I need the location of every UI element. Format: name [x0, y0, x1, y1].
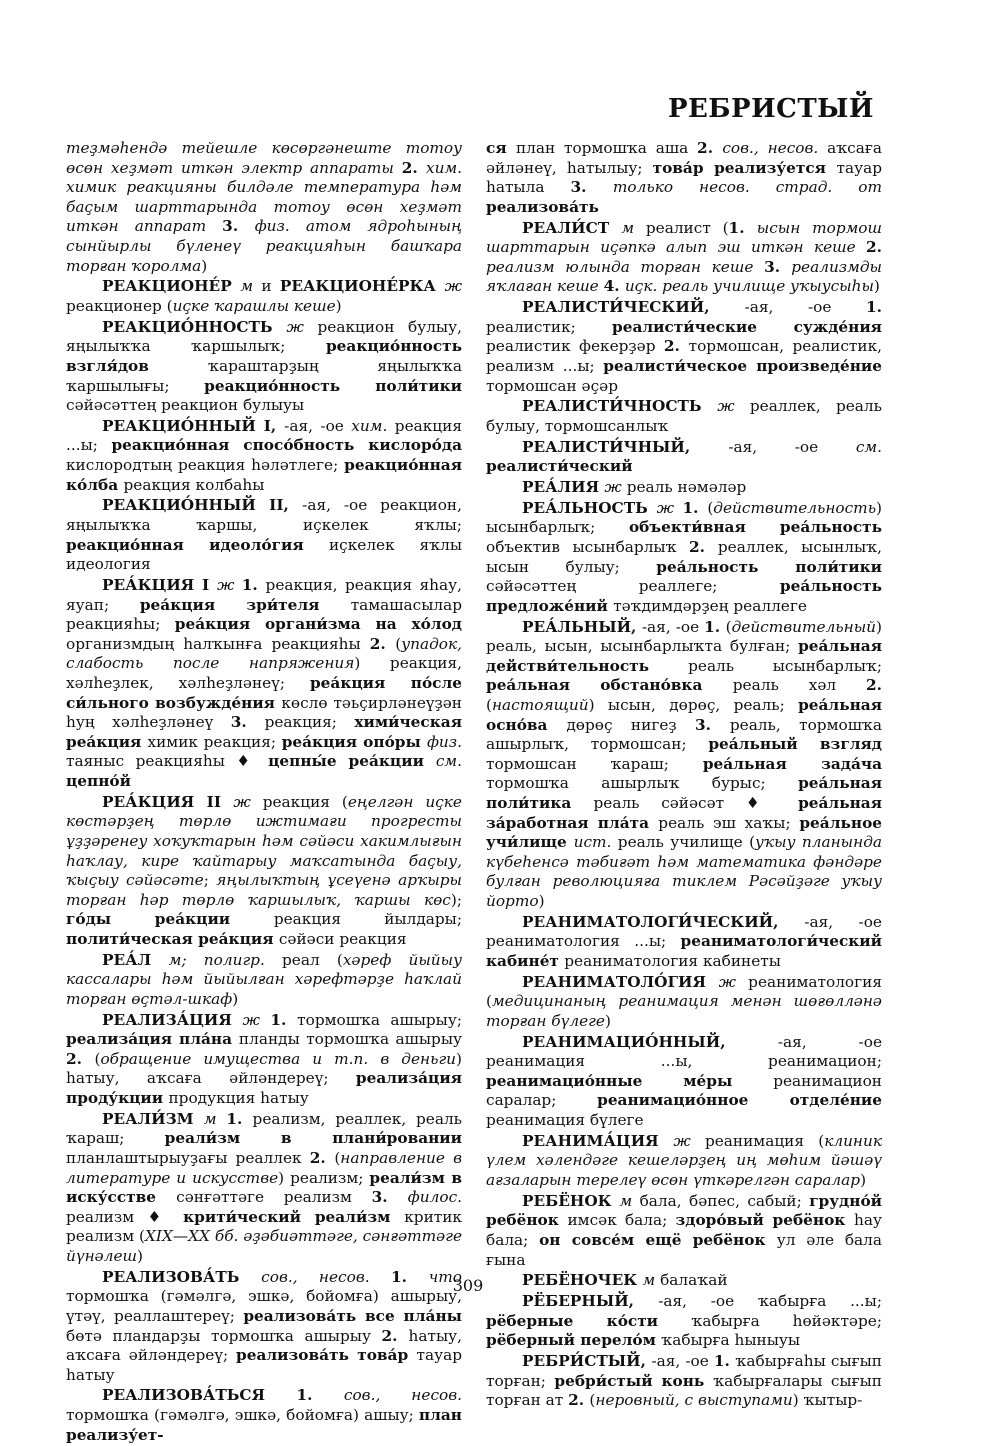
gloss-text: ) [137, 1246, 143, 1265]
headword-text: реалисти́ческий [486, 457, 633, 476]
gloss-text: -ая, -ое [728, 437, 856, 456]
headword-text: РЕБРИ́СТЫЙ, [522, 1352, 652, 1371]
gloss-text: ҡабырғаһы сығып торған; [486, 1352, 882, 1390]
gloss-text: ) [873, 277, 880, 296]
dictionary-entry [486, 499, 882, 617]
gloss-text: -ая, -ое [284, 416, 352, 435]
label-text: только несов. страд. от [612, 178, 883, 197]
gloss-text: ) һатыу, аҡсаға әйләндереү; [66, 1049, 462, 1088]
label-text: еңелгән иҫке көстәрҙең төрлө ижтимағи прогресты ұҙҙәренеу хоҡуҡтарын һәм сәйәси хакимлығын һаҡлау, кире ҡайтарыу маҡсатында баҫыу, ҡыҫыу сәйәсәте [66, 792, 462, 890]
gloss-text: реаль сәйәсәт ♦ [593, 793, 799, 812]
gloss-text: реакцион булыу, яңылыҡҡа ҡаршылыҡ; [66, 317, 462, 356]
headword-text: РЕА́ЛЬНОСТЬ [522, 498, 657, 517]
label-text: яңылыҡтың ұсеүенә арҡыры торған һәр төрлө ҡаршылыҡ, ҡаршы көс [66, 871, 462, 909]
headword-text: реализова́ть това́р [236, 1346, 417, 1365]
headword-text: 3. [570, 178, 613, 197]
label-text: направление в литературе и искусстве [66, 1148, 462, 1187]
headword-text: РЕА́КЦИЯ I [102, 576, 218, 594]
headword-text: грудно́й ребёнок [486, 1191, 882, 1230]
gloss-text: ҡабырға һөйәктәре; [691, 1311, 882, 1330]
gloss-text: аҡсаға әйләнеү, һатылыу; [486, 139, 882, 177]
label-text: ж [717, 397, 750, 416]
label-text: упадок, слабость после напряжения [66, 634, 462, 673]
gloss-text: ул әле бала ғына [486, 1230, 882, 1269]
gloss-text: ) [232, 989, 239, 1008]
entry-continuation [486, 139, 882, 217]
label-text: клиник үлем хәлендәге кешеләрҙең иң мөһим йәшәү ағзаларын терелеү өсөн үткәрелгән саралар [486, 1131, 882, 1189]
gloss-text: таяныс реакцияһы ♦ [66, 752, 269, 771]
label-text: XIX—XX бб. әҙәбиәттәге, сәнғәттәге йүнәлеш [66, 1227, 462, 1265]
headword-text: РЕАЛИ́ЗМ [102, 1109, 204, 1128]
headword-text: 1. [728, 218, 757, 237]
headword-text: реа́льность поли́тики [656, 557, 883, 576]
gloss-text: реанимация бүлеге [486, 1110, 644, 1129]
headword-text: РЕАНИМА́ЦИЯ [522, 1131, 674, 1150]
entry-continuation [66, 139, 462, 276]
gloss-text: сәнғәттәге реализм [176, 1188, 372, 1207]
gloss-text: дөрөҫ нигеҙ [566, 715, 695, 734]
headword-text: 2. [663, 337, 689, 356]
headword-text: 3. [230, 713, 265, 732]
label-text: ж [233, 792, 263, 811]
gloss-text: сәйәси реакция [278, 929, 407, 948]
dictionary-entry [486, 1292, 882, 1351]
gloss-text: тормошсан, реалистик, реализм ...ы; [486, 337, 883, 375]
headword-text: РЕАКЦИО́ННЫЙ I, [102, 416, 285, 435]
gloss-text: ) ысынбарлыҡ; [486, 498, 882, 537]
label-text: реализм юлында торған кеше [486, 257, 765, 276]
headword-text: реанимацио́нное отделе́ние [597, 1091, 882, 1110]
headword-text: 3. [371, 1188, 408, 1207]
label-text: м [240, 277, 262, 296]
gloss-text: реакция йылдары; [273, 910, 462, 929]
headword-text: реализа́ция проду́кции [66, 1069, 462, 1107]
label-text: сов., несов. [261, 1267, 391, 1286]
headword-text: 2. [866, 676, 882, 695]
headword-text: реа́льная за́работная пла́та [486, 793, 883, 832]
gloss-text: реаль эш хаҡы; [658, 813, 800, 832]
headword-text: реа́льный взгляд [708, 735, 882, 754]
gloss-text: реакция колбаһы [123, 475, 265, 494]
headword-text: РЕА́ЛИЯ [522, 478, 605, 497]
headword-text: 2. [568, 1391, 590, 1410]
headword-text: РЕАЛИСТИ́ЧНЫЙ, [522, 437, 729, 456]
headword-text: 2. [381, 1326, 409, 1345]
label-text: ж [656, 498, 683, 517]
headword-text: РЕБЁНОК [522, 1191, 620, 1210]
headword-text: РЕАКЦИО́ННЫЙ II, [102, 496, 303, 515]
gloss-text: химик реакция; [147, 732, 282, 751]
label-text: теҙмәһендә тейешле көсөргәнеште тотоу өсөн хеҙмәт иткән электр аппараты [66, 139, 462, 177]
gloss-text: тормошҡа (гәмәлгә, эшкә, бойомға) ашырыу, үтәү, реаллаштереү; [66, 1287, 462, 1325]
dictionary-entry [486, 913, 882, 972]
headword-text: реалисти́ческие сужде́ния [612, 317, 882, 336]
gloss-text: ) реаль, ысын, ысынбарлыҡта булған; [486, 617, 882, 656]
label-text: ысын тормош шарттарын иҫәпкә алып эш иткән кеше [486, 218, 882, 257]
dictionary-entry [486, 618, 882, 912]
label-text: действительный [731, 617, 877, 636]
gloss-text: көслө тәьҫирләнеүҙән һуң хәлһеҙләнеү [66, 693, 462, 732]
dictionary-entry [486, 219, 882, 297]
gloss-text: реалистик; [486, 317, 613, 336]
headword-text: РЕА́КЦИЯ II [102, 792, 234, 811]
label-text: ж [718, 972, 749, 991]
headword-text: РЕА́Л [102, 950, 169, 969]
gloss-text: реаллек, ысынлыҡ, ысын булыу; [486, 538, 882, 576]
headword-text: реализова́ть все пла́ны [243, 1306, 462, 1325]
dictionary-entry [66, 277, 462, 316]
gloss-text: реаль хәл [732, 676, 866, 695]
headword-text: РЕАНИМАТОЛО́ГИЯ [522, 972, 719, 991]
headword-text: 1. [270, 1010, 298, 1029]
gloss-text: -ая, -ое [641, 617, 705, 636]
dictionary-entry [66, 318, 462, 416]
headword-text: он совсе́м ещё ребёнок [539, 1230, 777, 1249]
label-text: уҡыу планында күбеһенсә тәбиғәт һәм математика фәндәре булған революцияға тиклем Рәсәйҙәге уҡыу йорто [486, 833, 883, 910]
gloss-text: планды тормошҡа ашырыу [238, 1030, 462, 1049]
headword-text: това́р реализу́ется [652, 158, 837, 177]
dictionary-entry [486, 298, 882, 396]
gloss-text: ) реализм; [278, 1168, 370, 1187]
gloss-text: ; [203, 871, 217, 890]
label-text: м [642, 1271, 661, 1290]
headword-text: го́ды реа́кции [66, 910, 274, 929]
label-text: м [621, 218, 646, 237]
headword-text: 1. [241, 576, 266, 594]
gloss-text: тормошҡа ашырыу; [297, 1010, 462, 1029]
headword-text: РЕАЛИСТИ́ЧНОСТЬ [522, 397, 718, 416]
gloss-text: иҫкелек яҡлы идеология [66, 535, 462, 574]
gloss-text: реал ( [282, 950, 343, 969]
headword-text: РЕАКЦИО́ННОСТЬ [102, 317, 287, 336]
headword-text: 1. [704, 617, 726, 636]
headword-text: реакцио́нная спосо́бность кислоро́да [111, 436, 462, 455]
label-text: ж [604, 478, 627, 497]
label-text: хәреф йыйыу кассалары һәм йыйылған хәрефтәрҙе һаҡлай торған өҫтәл-шкаф [66, 950, 462, 1008]
headword-text: 1. [390, 1267, 429, 1286]
gloss-text: реаль, тормошҡа ашырлыҡ, тормошсан; [486, 715, 882, 754]
headword-text: реакцио́нная ко́лба [66, 456, 462, 494]
gloss-text: реалист ( [645, 218, 729, 237]
left-column [66, 139, 462, 1446]
gloss-text: ( [589, 1391, 596, 1410]
headword-text: 2. [688, 538, 718, 556]
gloss-text: реаниматология кабинеты [564, 951, 781, 970]
dictionary-entry [486, 397, 882, 436]
dictionary-entry [66, 1386, 462, 1445]
headword-text: полити́ческая реа́кция [66, 929, 279, 948]
headword-text: цепны́е реа́кции [268, 752, 436, 771]
dictionary-entry [486, 973, 882, 1032]
dictionary-entry [486, 478, 882, 498]
headword-text: крити́ческий реали́зм [183, 1207, 405, 1226]
label-text: настоящий [491, 695, 589, 714]
headword-text: реа́льная зада́ча [702, 754, 882, 773]
gloss-text: тамашасылар реакцияһы; [66, 595, 463, 634]
gloss-text: сәйәсәттең реаллеге; [486, 577, 780, 596]
label-text: ж [444, 277, 462, 296]
headword-text: реа́льная действи́тельность [486, 637, 882, 675]
gloss-text: реакция ...ы; [66, 416, 462, 455]
gloss-text: имсәк бала; [567, 1211, 676, 1230]
gloss-text: -ая, -ое реакцион, яңылыҡҡа ҡаршы, иҫкелек яҡлы; [66, 496, 462, 535]
label-text: м [619, 1191, 640, 1210]
headword-text: здоро́вый ребёнок [675, 1211, 855, 1230]
headword-text: реа́льное учи́лище [486, 813, 882, 852]
gloss-text: -ая, -ое реаниматология ...ы; [486, 912, 882, 951]
label-text: ж [673, 1131, 705, 1150]
headword-text: 2. [401, 158, 426, 177]
gloss-text: критик реализм ( [66, 1207, 462, 1246]
gloss-text: тауар һатыла [486, 158, 883, 197]
headword-text: реали́зм в плани́ровании [164, 1129, 462, 1148]
label-text: м; полигр. [168, 950, 282, 969]
gloss-text: -ая, -ое [651, 1352, 714, 1371]
gloss-text: продукция һатыу [168, 1089, 309, 1107]
gloss-text: тормошсан ҡараш; [486, 754, 703, 773]
label-text: см. [435, 752, 462, 771]
headword-text: ся [486, 139, 516, 157]
headword-text: ребри́стый конь [554, 1371, 714, 1390]
headword-text: РЕАКЦИОНЕ́Р [102, 277, 241, 296]
gloss-text: ); [450, 890, 462, 909]
headword-text: 1. [226, 1109, 253, 1128]
gloss-text: ҡабырға һыныуы [661, 1331, 801, 1350]
label-text: хим. [351, 416, 395, 435]
headword-text: 1. [682, 498, 708, 517]
headword-text: 3. [222, 217, 255, 236]
headword-text: реанимацио́нные ме́ры [486, 1071, 774, 1090]
gloss-text: тәҡдимдәрҙең реаллеге [613, 596, 807, 615]
label-text: филос. [407, 1188, 463, 1207]
headword-text: 3. [764, 257, 792, 276]
gloss-text: объектив ысынбарлыҡ [486, 538, 689, 556]
label-text: что [428, 1267, 462, 1286]
headword-text: РЕАНИМАЦИО́ННЫЙ, [522, 1032, 778, 1051]
headword-text: 3. [695, 715, 730, 734]
gloss-text: реаниматология ( [486, 972, 882, 1011]
running-head: РЕБРИСТЫЙ [667, 94, 874, 124]
right-column [486, 139, 882, 1412]
headword-text: хими́ческая реа́кция [66, 713, 462, 751]
headword-text: рёберный перело́м [486, 1331, 662, 1350]
headword-text: 2. [369, 634, 396, 653]
gloss-text: ) [201, 256, 208, 275]
gloss-text: реаль нәмәләр [626, 478, 747, 497]
headword-text: реакцио́нность поли́тики [204, 376, 462, 395]
headword-text: РЕБЁНОЧЕК [522, 1271, 643, 1290]
gloss-text: реанимацион саралар; [486, 1071, 882, 1110]
headword-text: реа́кция опо́ры [281, 732, 427, 751]
label-text: обращение имущества и т.п. в деньги [100, 1049, 457, 1068]
page-number: 309 [452, 1276, 484, 1295]
label-text: реализмды яҡлаған кеше [486, 257, 882, 296]
gloss-text: тормошҡа (гәмәлгә, эшкә, бойомға) ашыу; [66, 1406, 419, 1425]
headword-text: реакцио́нность взгля́дов [66, 337, 462, 375]
headword-text: 2. [66, 1049, 95, 1068]
headword-text: РЁБЕРНЫЙ, [522, 1292, 659, 1311]
dictionary-entry [66, 1110, 462, 1267]
gloss-text: тормошҡа ашырлыҡ бурыс; [486, 774, 799, 793]
headword-text: 1. [713, 1352, 736, 1371]
gloss-text: реакция; [264, 713, 355, 732]
label-text: действительность [713, 498, 877, 517]
gloss-text: бала, бәпес, сабый; [639, 1191, 810, 1210]
gloss-text: реализм, реаллек, реаль ҡараш; [66, 1109, 463, 1148]
headword-text: реализа́ция пла́на [66, 1030, 239, 1049]
label-text: ж [286, 317, 318, 336]
headword-text: РЕАЛИСТИ́ЧЕСКИЙ, [522, 298, 745, 317]
label-text: физ. атом ядроһының сынйырлы бүленеү реакцияһын башҡара торған ҡоролма [66, 217, 462, 275]
label-text: физ. [426, 732, 462, 751]
headword-text: 2. [309, 1148, 335, 1167]
gloss-text: ) [335, 296, 342, 315]
label-text: медицинаның реанимация менән шөғөлләнә торған бүлеге [486, 992, 882, 1030]
dictionary-entry [486, 1033, 882, 1131]
headword-text: реа́кция органи́зма на хо́лод [174, 615, 462, 634]
gloss-text: ( [334, 1148, 341, 1167]
headword-text: 1. [866, 298, 882, 317]
headword-text: реа́льная обстано́вка [486, 676, 733, 695]
gloss-text: ҡараштарҙың яңылыҡҡа ҡаршылығы; [66, 356, 462, 395]
label-text: иҫке ҡарашлы кеше [172, 296, 336, 315]
dictionary-entry [486, 1352, 882, 1411]
gloss-text: ) [604, 1011, 611, 1030]
gloss-text: сәйәсәттең реакцион булыуы [66, 396, 305, 415]
gloss-text: ) [538, 891, 545, 910]
gloss-text: и [261, 277, 280, 296]
headword-text: реа́кция по́сле си́льного возбужде́ния [66, 673, 462, 712]
label-text: хим. химик реакцияны билдәле температура һәм баҫым шарттарында тотоу өсөн хеҙмәт иткән аппарат [66, 158, 462, 236]
gloss-text: план тормошҡа аша [515, 139, 698, 157]
gloss-text: ( [725, 617, 732, 636]
gloss-text: -ая, -ое реанимация ...ы, реанимацион; [486, 1032, 882, 1071]
headword-text: РЕАЛИЗА́ЦИЯ [102, 1010, 243, 1029]
gloss-text: организмдың һалҡынға реакцияһы [66, 634, 370, 653]
headword-text: 4. [603, 277, 625, 296]
dictionary-entry [486, 438, 882, 477]
gloss-text: реакция ( [262, 792, 348, 811]
headword-text: реали́зм в иску́сстве [66, 1168, 462, 1207]
headword-text: 2. [866, 238, 882, 257]
label-text: м [203, 1109, 227, 1128]
headword-text: реа́льность предложе́ний [486, 577, 882, 615]
label-text: сов., несов. [343, 1386, 462, 1405]
gloss-text: ҡабырғалары сығып торған ат [486, 1371, 882, 1410]
label-text: неровный, с выступами [595, 1391, 793, 1410]
label-text: ж [217, 576, 242, 594]
gloss-text: балаҡай [660, 1271, 728, 1290]
headword-text: реа́льная поли́тика [486, 774, 882, 812]
gloss-text: ) [860, 1170, 867, 1189]
gloss-text: ) реакция, хәлһеҙлек, хәлһеҙләнеү; [66, 654, 462, 692]
gloss-text: тормошсан әҫәр [486, 376, 619, 395]
dictionary-entry [66, 1011, 462, 1109]
dictionary-entry [66, 576, 462, 792]
headword-text: реакцио́нная идеоло́гия [66, 535, 329, 554]
headword-text: РЕАЛИЗОВА́ТЬСЯ 1. [102, 1386, 344, 1405]
dictionary-entry [66, 951, 462, 1010]
dictionary-entry [486, 1132, 882, 1191]
label-text: см. [855, 437, 882, 456]
label-text: иҫк. реаль училище уҡыусыһы [624, 277, 874, 296]
label-text: сов., несов. [722, 139, 828, 157]
dictionary-entry [66, 417, 462, 495]
gloss-text: реанимация ( [704, 1131, 825, 1150]
headword-text: РЕАКЦИОНЕ́РКА [279, 277, 445, 296]
gloss-text: -ая, -ое ҡабырға ...ы; [658, 1292, 882, 1311]
dictionary-entry [486, 1192, 882, 1270]
gloss-text: ) ҡытыр- [792, 1391, 863, 1410]
gloss-text: кислородтың реакция һәләтлеге; [66, 456, 345, 475]
gloss-text: реалистик фекерҙәр [486, 337, 664, 356]
headword-text: объекти́вная реа́льность [628, 518, 883, 537]
headword-text: рёберные ко́сти [486, 1311, 692, 1330]
gloss-text: ( [486, 695, 492, 714]
gloss-text: ( [395, 634, 402, 653]
gloss-text: реаллек, реаль булыу, тормошсанлыҡ [486, 397, 882, 435]
label-text: ж [242, 1010, 271, 1029]
gloss-text: һатыу, аҡсаға әйләндереү; [66, 1326, 463, 1365]
gloss-text: тауар һатыу [66, 1346, 463, 1384]
gloss-text: һау бала; [486, 1211, 882, 1249]
gloss-text: реакционер ( [66, 296, 173, 315]
headword-text: РЕА́ЛЬНЫЙ, [522, 617, 642, 636]
gloss-text: -ая, -ое [744, 298, 867, 317]
headword-text: 2. [697, 139, 723, 157]
gloss-text: реаль ысынбарлыҡ; [688, 656, 882, 675]
headword-text: план реализу́ет- [66, 1406, 462, 1444]
gloss-text: реализм ♦ [66, 1207, 184, 1226]
gloss-text: бөтә пландарҙы тормошҡа ашырыу [66, 1326, 382, 1345]
headword-text: цепно́й [66, 771, 131, 790]
headword-text: реализова́ть [486, 197, 599, 216]
gloss-text: реакция, реакция яһау, яуап; [66, 576, 462, 614]
gloss-text: ) ысын, дөрөҫ, реаль; [588, 695, 799, 714]
headword-text: реаниматологи́ческий кабине́т [486, 932, 882, 970]
headword-text: РЕАЛИ́СТ [522, 218, 622, 237]
gloss-text: ( [94, 1049, 101, 1068]
headword-text: реа́льная осно́ва [486, 695, 882, 734]
headword-text: РЕАЛИЗОВА́ТЬ [102, 1267, 262, 1286]
headword-text: реа́кция зри́теля [139, 595, 351, 614]
gloss-text: планлаштырыуҙағы реаллек [66, 1148, 310, 1167]
dictionary-entry [66, 793, 462, 950]
headword-text: РЕАНИМАТОЛОГИ́ЧЕСКИЙ, [522, 912, 805, 931]
headword-text: реалисти́ческое произведе́ние [603, 356, 882, 375]
label-text: ист. [573, 833, 618, 852]
gloss-text: реаль училище ( [617, 833, 756, 852]
gloss-text: ( [707, 498, 714, 517]
dictionary-entry [66, 496, 462, 574]
